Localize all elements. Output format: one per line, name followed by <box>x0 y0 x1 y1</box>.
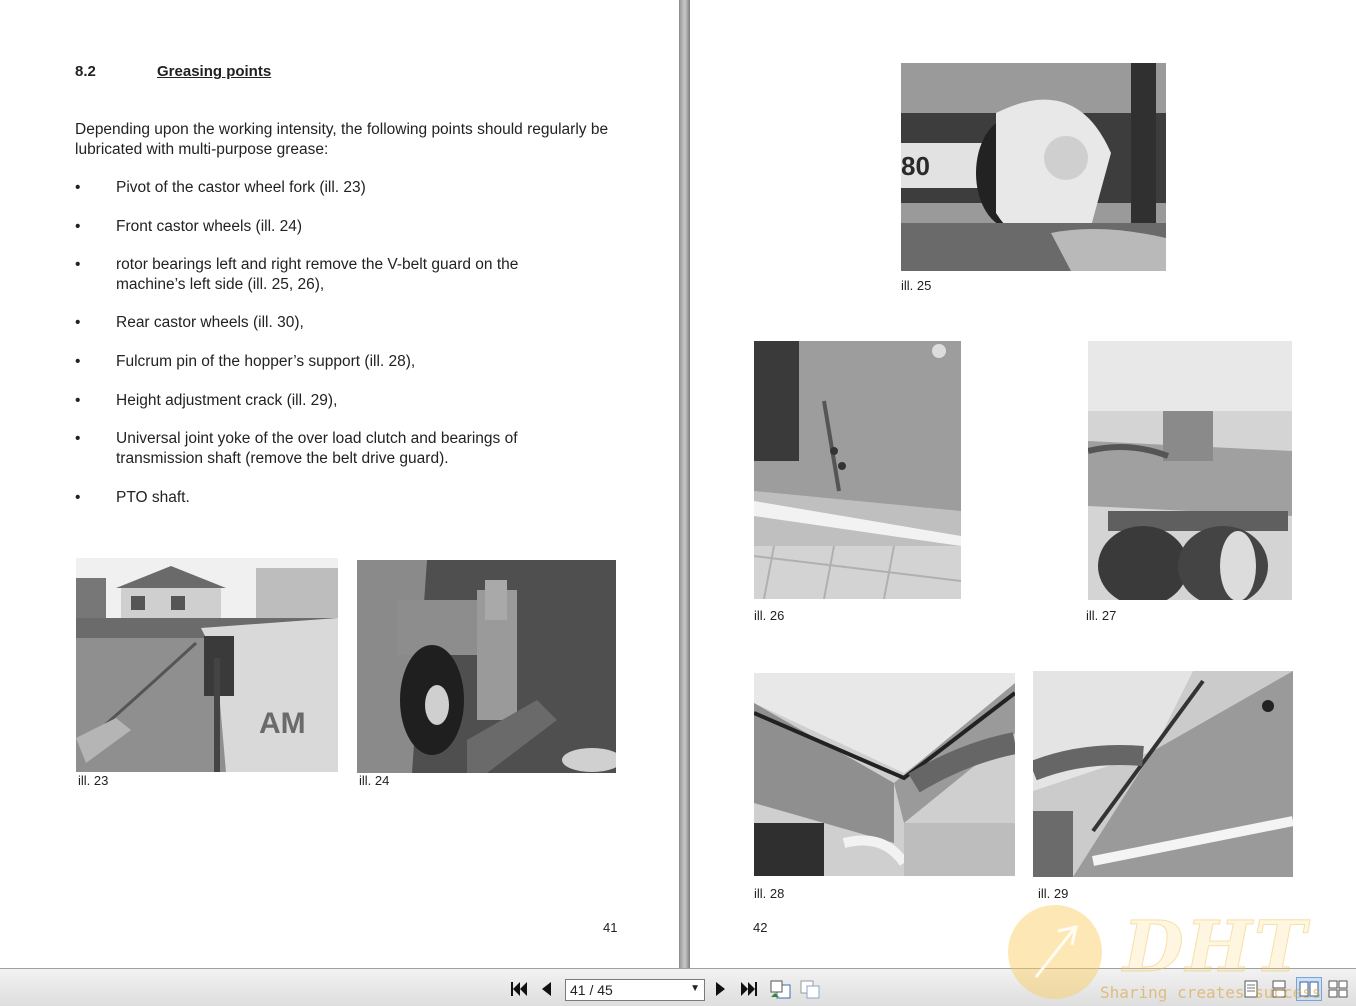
watermark-logo-text: DHT <box>1123 905 1308 988</box>
page-number: 42 <box>753 920 768 935</box>
photo-ill-27 <box>1088 341 1292 600</box>
bullet-icon: • <box>75 392 81 409</box>
page-number-select[interactable] <box>565 979 705 1001</box>
facing-view-button[interactable] <box>1296 977 1322 1001</box>
list-item-text: Height adjustment crack (ill. 29), <box>116 392 338 409</box>
list-item-text: Rear castor wheels (ill. 30), <box>116 314 304 331</box>
photo-ill-25 <box>901 63 1166 271</box>
list-item-text: PTO shaft. <box>116 489 190 506</box>
continuous-facing-view-icon <box>1328 980 1348 998</box>
first-page-icon <box>510 981 528 997</box>
continuous-view-icon <box>1270 980 1288 998</box>
single-page-view-button[interactable] <box>1240 979 1262 999</box>
list-item-text: Universal joint yoke of the over load clutch and bearings of transmission shaft (remove the belt drive guard). <box>116 430 518 467</box>
next-page-button[interactable] <box>713 979 729 999</box>
bullet-icon: • <box>75 430 81 447</box>
photo-ill-24 <box>357 560 616 773</box>
page-indicator: 41 / 45 <box>570 982 613 998</box>
section-number: 8.2 <box>75 63 96 80</box>
continuous-facing-view-button[interactable] <box>1326 979 1350 999</box>
continuous-view-button[interactable] <box>1268 979 1290 999</box>
intro-paragraph: Depending upon the working intensity, the following points should regularly be lubricated with multi-purpose grease: <box>75 121 609 158</box>
bullet-icon: • <box>75 256 81 273</box>
next-page-icon <box>715 981 727 997</box>
next-view-icon <box>799 979 821 999</box>
caption-ill-23: ill. 23 <box>78 773 109 788</box>
chevron-down-icon: ▼ <box>690 983 700 994</box>
list-item-text: Front castor wheels (ill. 24) <box>116 218 303 235</box>
list-item-text: rotor bearings left and right remove the V-belt guard on the machine’s left side (ill. 25, 26), <box>116 256 519 293</box>
previous-view-icon <box>769 979 791 999</box>
prev-page-icon <box>540 981 552 997</box>
bullet-icon: • <box>75 353 81 370</box>
caption-ill-24: ill. 24 <box>359 773 390 788</box>
machine-model-text: 80 <box>901 151 930 181</box>
list-item-text: Pivot of the castor wheel fork (ill. 23) <box>116 179 366 196</box>
photo-ill-23 <box>76 558 338 772</box>
watermark-slogan: Sharing creates success <box>1100 983 1322 1002</box>
single-page-view-icon <box>1242 980 1260 998</box>
page-number: 41 <box>603 920 618 935</box>
bullet-icon: • <box>75 179 81 196</box>
caption-ill-27: ill. 27 <box>1086 608 1117 623</box>
page-42 <box>690 0 1356 968</box>
caption-ill-29: ill. 29 <box>1038 886 1069 901</box>
bullet-icon: • <box>75 218 81 235</box>
section-title: Greasing points <box>157 63 272 80</box>
photo-ill-28 <box>754 673 1015 876</box>
caption-ill-25: ill. 25 <box>901 278 932 293</box>
machine-brand-text: AM <box>259 707 306 740</box>
caption-ill-26: ill. 26 <box>754 608 785 623</box>
page-divider <box>679 0 690 968</box>
photo-ill-26 <box>754 341 961 599</box>
caption-ill-28: ill. 28 <box>754 886 785 901</box>
facing-view-icon <box>1299 980 1319 998</box>
photo-ill-29 <box>1033 671 1293 877</box>
previous-view-button[interactable] <box>768 979 792 999</box>
first-page-button[interactable] <box>508 979 530 999</box>
previous-page-button[interactable] <box>538 979 554 999</box>
last-page-button[interactable] <box>738 979 760 999</box>
bullet-icon: • <box>75 314 81 331</box>
page-41 <box>0 0 679 968</box>
list-item-text: Fulcrum pin of the hopper’s support (ill. 28), <box>116 353 416 370</box>
next-view-button[interactable] <box>798 979 822 999</box>
navigation-toolbar <box>0 968 1356 1006</box>
bullet-icon: • <box>75 489 81 506</box>
last-page-icon <box>740 981 758 997</box>
